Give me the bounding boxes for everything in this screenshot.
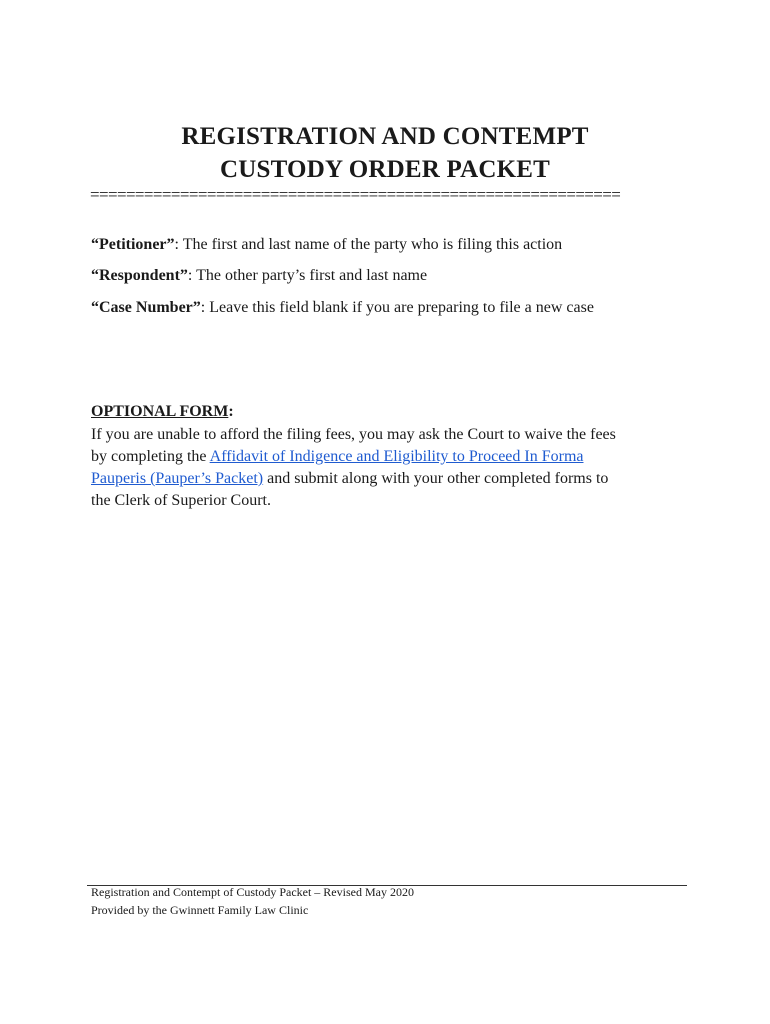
paragraph-line-3-text: and submit along with your other completed forms to [263, 470, 609, 487]
optional-form-heading-text: OPTIONAL FORM [91, 403, 229, 420]
definition-term: “Case Number” [91, 299, 201, 316]
definition-text: : Leave this field blank if you are preparing to file a new case [200, 299, 594, 316]
page-title-line-1: REGISTRATION AND CONTEMPT [181, 123, 589, 150]
page-title-line-2: CUSTODY ORDER PACKET [220, 156, 550, 183]
definition-term: “Petitioner” [91, 236, 175, 253]
definition-text: : The other party’s first and last name [187, 267, 428, 284]
optional-form-heading [91, 402, 234, 422]
separator-line: =========================================================== [90, 185, 621, 204]
definition-respondent [91, 266, 691, 286]
paragraph-line-2-text: by completing the [91, 448, 210, 465]
optional-form-heading-colon: : [228, 403, 234, 420]
paragraph-line-1: If you are unable to afford the filing fees, you may ask the Court to waive the fees [91, 426, 616, 443]
definition-term: “Respondent” [91, 267, 188, 284]
paragraph-line-4: the Clerk of Superior Court. [91, 492, 271, 509]
definition-text: : The first and last name of the party who is filing this action [174, 236, 563, 253]
footer-revision-note: Registration and Contempt of Custody Packet – Revised May 2020 [91, 885, 414, 899]
footer-provider-note: Provided by the Gwinnett Family Law Clinic [91, 903, 309, 917]
paragraph-line-2 [91, 446, 681, 468]
paupers-packet-link[interactable]: Pauperis (Pauper’s Packet) [91, 470, 264, 487]
paragraph-line-3 [91, 468, 681, 490]
affidavit-of-indigence-link[interactable]: Affidavit of Indigence and Eligibility to Proceed In Forma [209, 448, 584, 465]
definition-petitioner [91, 235, 691, 255]
definition-case-number [91, 298, 691, 318]
optional-form-paragraph [91, 424, 681, 512]
